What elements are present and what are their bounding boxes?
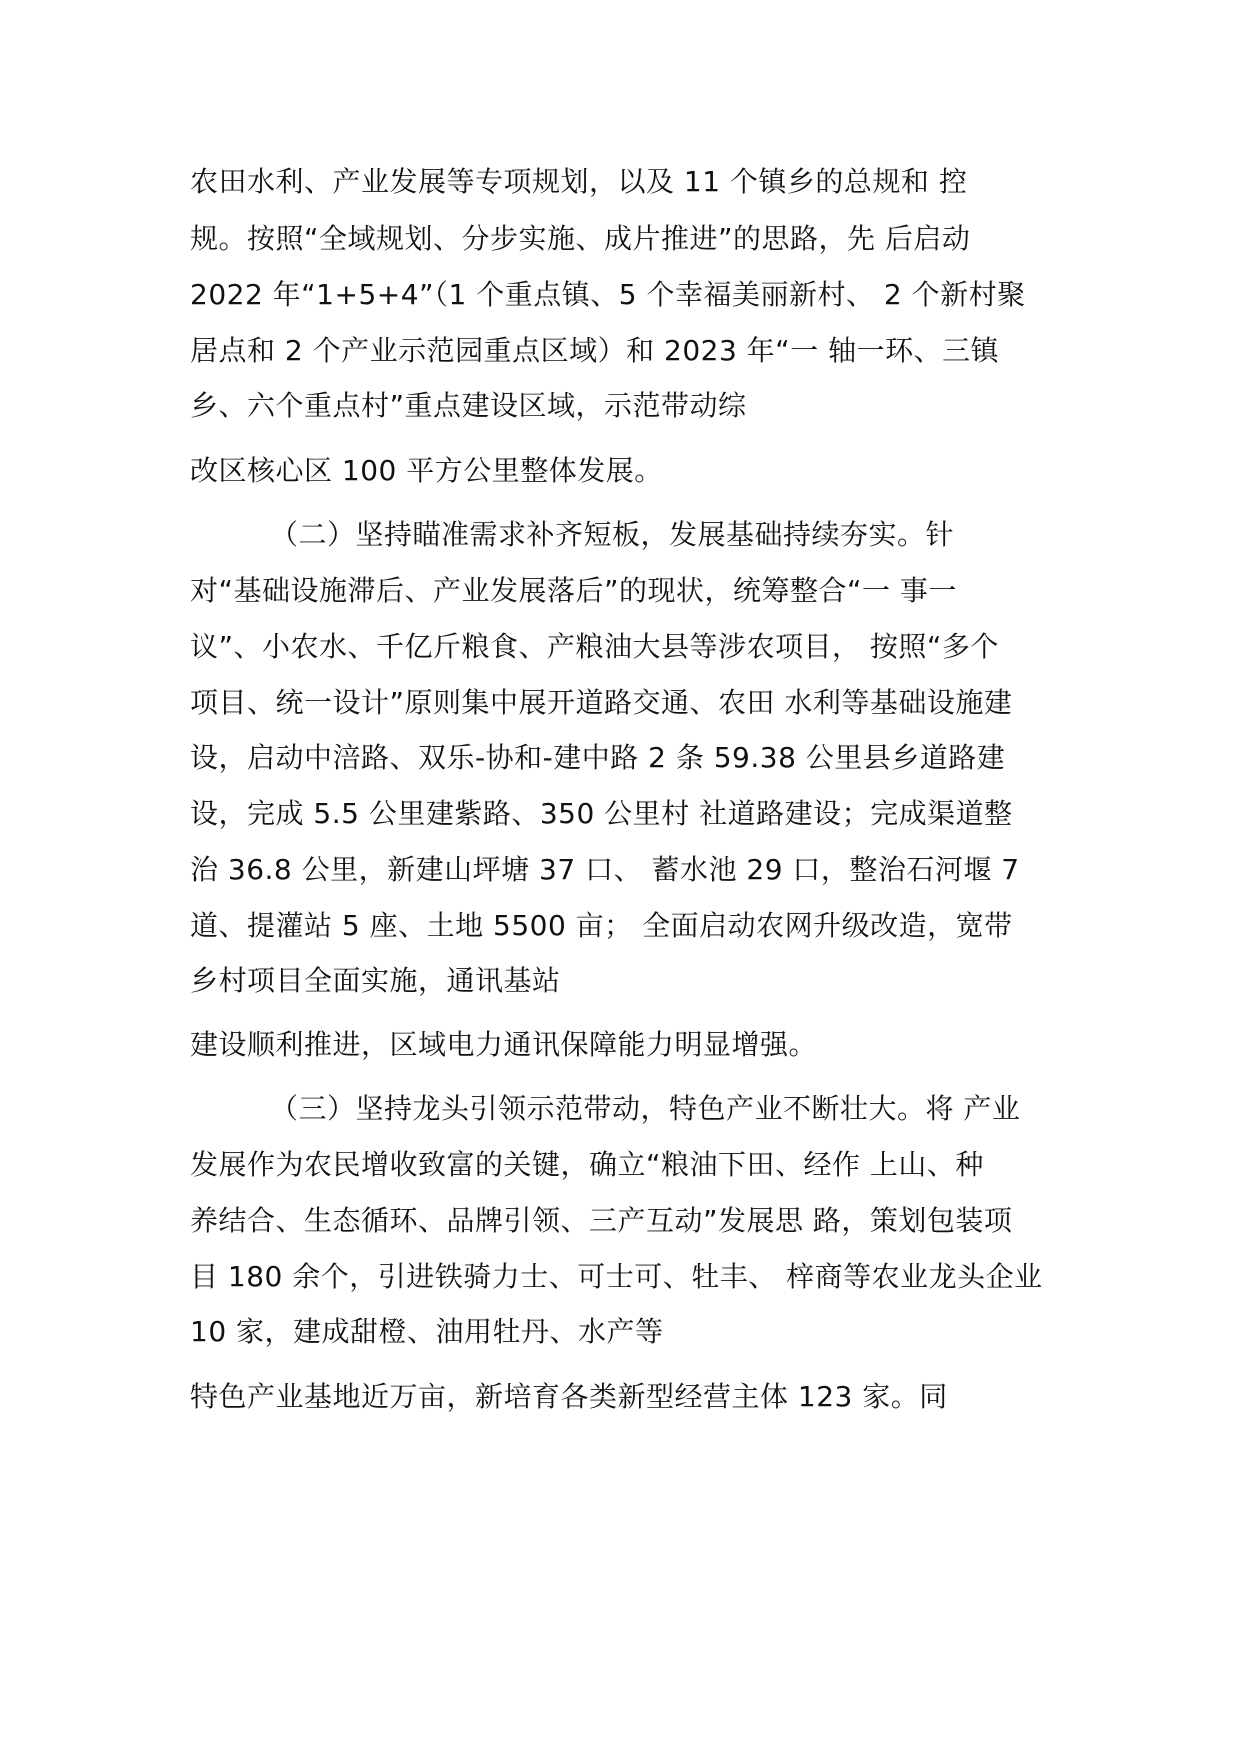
text-line: 设，启动中涪路、双乐-协和-建中路 2 条 59.38 公里县乡道路建 [190, 741, 1006, 774]
text-line: 2022 年“1+5+4”（1 个重点镇、5 个幸福美丽新村、 2 个新村聚 [190, 278, 1026, 311]
text-line: 发展作为农民增收致富的关键，确立“粮油下田、经作 上山、种 [190, 1148, 984, 1181]
text-line: 乡、六个重点村”重点建设区域，示范带动综 [190, 389, 747, 422]
text-line: 议”、小农水、千亿斤粮食、产粮油大县等涉农项目， 按照“多个 [190, 630, 999, 663]
text-line: 规。按照“全域规划、分步实施、成片推进”的思路，先 后启动 [190, 222, 971, 255]
text-line: 改区核心区 100 平方公里整体发展。 [190, 454, 663, 487]
text-line: 特色产业基地近万亩，新培育各类新型经营主体 123 家。同 [190, 1380, 948, 1413]
text-line: 设，完成 5.5 公里建紫路、350 公里村 社道路建设；完成渠道整 [190, 797, 1013, 830]
text-line: 居点和 2 个产业示范园重点区域）和 2023 年“一 轴一环、三镇 [190, 334, 1000, 367]
text-line: 对“基础设施滞后、产业发展落后”的现状，统筹整合“一 事一 [190, 574, 957, 607]
text-line: 养结合、生态循环、品牌引领、三产互动”发展思 路，策划包装项 [190, 1204, 1013, 1237]
text-line: 农田水利、产业发展等专项规划，以及 11 个镇乡的总规和 控 [190, 165, 968, 198]
text-line: 10 家，建成甜橙、油用牡丹、水产等 [190, 1315, 664, 1348]
text-line: 建设顺利推进，区域电力通讯保障能力明显增强。 [190, 1028, 818, 1061]
text-line: 道、提灌站 5 座、土地 5500 亩； 全面启动农网升级改造，宽带 [190, 909, 1013, 942]
text-line: 乡村项目全面实施，通讯基站 [190, 964, 561, 997]
text-line: 治 36.8 公里，新建山坪塘 37 口、 蓄水池 29 口，整治石河堰 7 [190, 853, 1020, 886]
section-heading-paragraph: （三）坚持龙头引领示范带动，特色产业不断壮大。将 产业 [270, 1092, 1021, 1125]
text-line: 项目、统一设计”原则集中展开道路交通、农田 水利等基础设施建 [190, 686, 1013, 719]
section-heading-paragraph: （二）坚持瞄准需求补齐短板，发展基础持续夯实。针 [270, 518, 955, 551]
text-line: 目 180 余个，引进铁骑力士、可士可、牡丰、 梓商等农业龙头企业 [190, 1260, 1043, 1293]
